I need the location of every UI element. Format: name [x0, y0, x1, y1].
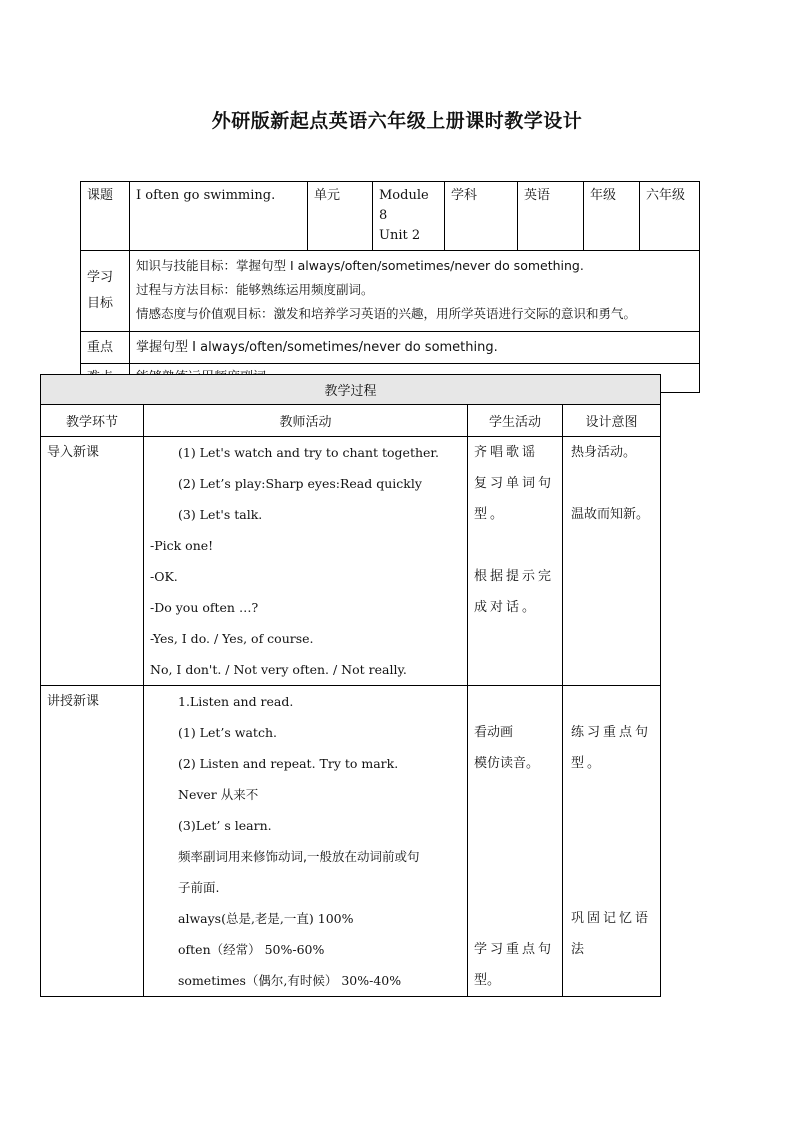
topic-row [81, 182, 700, 251]
teacher-line: (2) Let’s play:Sharp eyes:Read quickly [178, 476, 422, 491]
intent-line: 热身活动。 [571, 445, 637, 460]
goals-label [81, 251, 130, 332]
stage-new-lesson-label: 讲授新课 [47, 694, 100, 709]
goal-knowledge: 知识与技能目标：掌握句型 I always/often/sometimes/never do something. [136, 258, 584, 273]
teacher-activity-intro [144, 437, 468, 686]
teacher-line: No, I don't. / Not very often. / Not really. [150, 662, 407, 677]
student-line [474, 903, 556, 934]
topic-label: 课题 [81, 182, 130, 251]
subject-label: 学科 [445, 182, 518, 251]
intent-line [571, 810, 652, 841]
subject-value: 英语 [518, 182, 584, 251]
unit-number: Unit 2 [379, 228, 421, 243]
teacher-line: -Yes, I do. / Yes, of course. [150, 631, 314, 646]
student-line: 根据提示完 [474, 569, 555, 584]
column-intent: 设计意图 [563, 405, 661, 437]
student-line: 型。 [474, 973, 501, 988]
student-line: 成对话。 [474, 600, 539, 615]
teacher-line: 子前面. [178, 880, 220, 895]
intent-line: 练习重点句 [571, 725, 652, 740]
student-line: 学习重点句 [474, 942, 555, 957]
column-teacher: 教师活动 [144, 405, 468, 437]
key-value: 掌握句型 I always/often/sometimes/never do something. [130, 332, 700, 364]
student-line [474, 872, 556, 903]
student-line: 齐唱歌谣 [474, 445, 539, 460]
teacher-line: (3)Let’ s learn. [178, 818, 272, 833]
teacher-line: always(总是,老是,一直) 100% [178, 911, 354, 926]
unit-label: 单元 [308, 182, 373, 251]
key-label: 重点 [81, 332, 130, 364]
goals-label-line2: 目标 [87, 296, 114, 311]
design-intent-intro [563, 437, 661, 686]
student-line [474, 686, 556, 717]
key-point-row [81, 332, 700, 364]
process-header: 教学过程 [41, 375, 661, 405]
design-intent-new-lesson [563, 686, 661, 997]
unit-module: Module 8 [379, 188, 429, 223]
teacher-activity-new-lesson [144, 686, 468, 997]
teacher-line: sometimes（偶尔,有时候） 30%-40% [178, 973, 402, 988]
teacher-line: (3) Let's talk. [178, 507, 263, 522]
teacher-line: 1.Listen and read. [178, 694, 294, 709]
goals-label-line1: 学习 [87, 270, 114, 285]
goal-process: 过程与方法目标：能够熟练运用频度副词。 [136, 282, 374, 297]
student-activity-new-lesson [468, 686, 563, 997]
teacher-line: often（经常） 50%-60% [178, 942, 325, 957]
student-line: 型。 [474, 507, 507, 522]
stage-intro-label: 导入新课 [47, 445, 100, 460]
column-student: 学生活动 [468, 405, 563, 437]
unit-value [373, 182, 445, 251]
student-line [474, 779, 556, 810]
teaching-process-table [40, 374, 661, 997]
teacher-line: Never 从来不 [178, 787, 259, 802]
grade-label: 年级 [584, 182, 640, 251]
column-header-row [41, 405, 661, 437]
intent-line: 型。 [571, 756, 604, 771]
student-line [474, 841, 556, 872]
teacher-line: -Pick one! [150, 538, 214, 553]
intent-line [571, 841, 652, 872]
goals-content [130, 251, 700, 332]
intent-line: 法 [571, 942, 588, 957]
student-line: 复习单词句 [474, 476, 555, 491]
intent-line [571, 872, 652, 903]
student-line [474, 810, 556, 841]
teacher-line: (2) Listen and repeat. Try to mark. [178, 756, 399, 771]
section-new-lesson-row [41, 686, 661, 997]
student-activity-intro [468, 437, 563, 686]
teacher-line: (1) Let’s watch. [178, 725, 277, 740]
intent-line [571, 686, 652, 717]
student-line [474, 530, 556, 561]
student-line: 看动画 [474, 725, 514, 740]
teacher-line: (1) Let's watch and try to chant together. [178, 445, 440, 460]
teacher-line: -Do you often …? [150, 600, 259, 615]
intent-line: 巩固记忆语 [571, 911, 652, 926]
column-stage: 教学环节 [41, 405, 144, 437]
intent-line [571, 779, 652, 810]
goal-emotion: 情感态度与价值观目标：激发和培养学习英语的兴趣，用所学英语进行交际的意识和勇气。 [136, 306, 637, 321]
stage-intro [41, 437, 144, 686]
section-intro-row [41, 437, 661, 686]
teacher-line: -OK. [150, 569, 178, 584]
goals-row [81, 251, 700, 332]
student-line: 模仿读音。 [474, 756, 540, 771]
document-title: 外研版新起点英语六年级上册课时教学设计 [211, 110, 583, 132]
intent-line [571, 468, 652, 499]
lesson-info-table [80, 181, 700, 393]
grade-value: 六年级 [640, 182, 700, 251]
stage-new-lesson [41, 686, 144, 997]
intent-line: 温故而知新。 [571, 507, 650, 522]
teacher-line: 频率副词用来修饰动词,一般放在动词前或句 [178, 849, 420, 864]
process-header-row [41, 375, 661, 405]
topic-value: I often go swimming. [130, 182, 308, 251]
